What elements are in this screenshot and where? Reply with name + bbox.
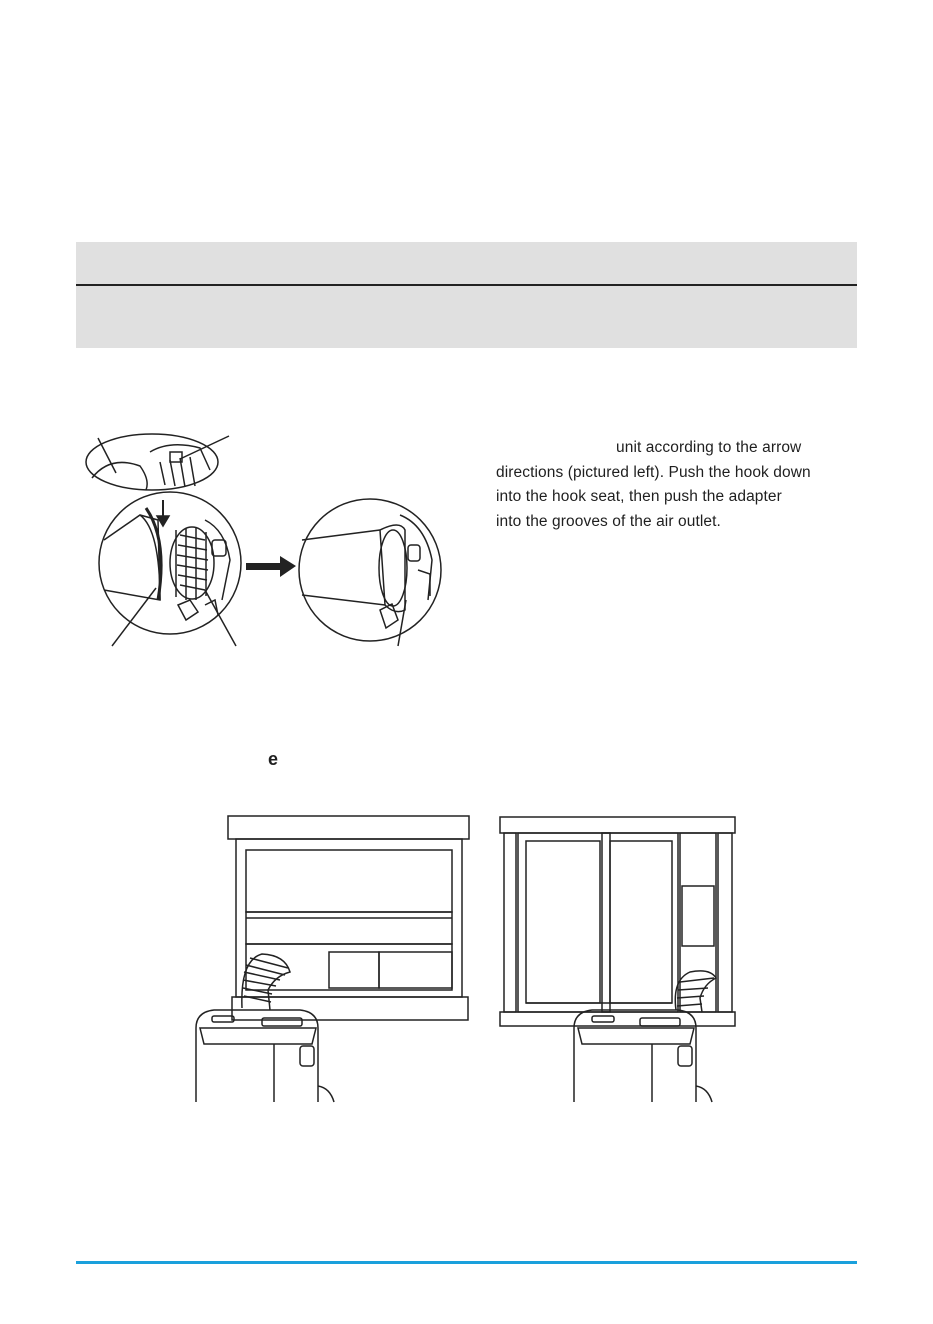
adapter-before-illustration <box>99 492 241 646</box>
instruction-line: unit according to the arrow <box>616 439 802 456</box>
footer-rule <box>76 1261 857 1264</box>
adapter-after-illustration <box>299 499 441 646</box>
window-slider-vertical-illustration <box>500 817 735 1102</box>
hook-detail-illustration <box>86 434 229 490</box>
instruction-line: into the hook seat, then push the adapter <box>496 488 782 506</box>
instruction-line: directions (pictured left). Push the hook down <box>496 463 811 481</box>
arrow-right-icon <box>246 556 296 577</box>
heading-fragment: e <box>268 749 279 769</box>
instruction-paragraph <box>496 436 856 534</box>
window-slider-horizontal-illustration <box>196 816 469 1102</box>
instruction-line: into the grooves of the air outlet. <box>496 512 721 530</box>
